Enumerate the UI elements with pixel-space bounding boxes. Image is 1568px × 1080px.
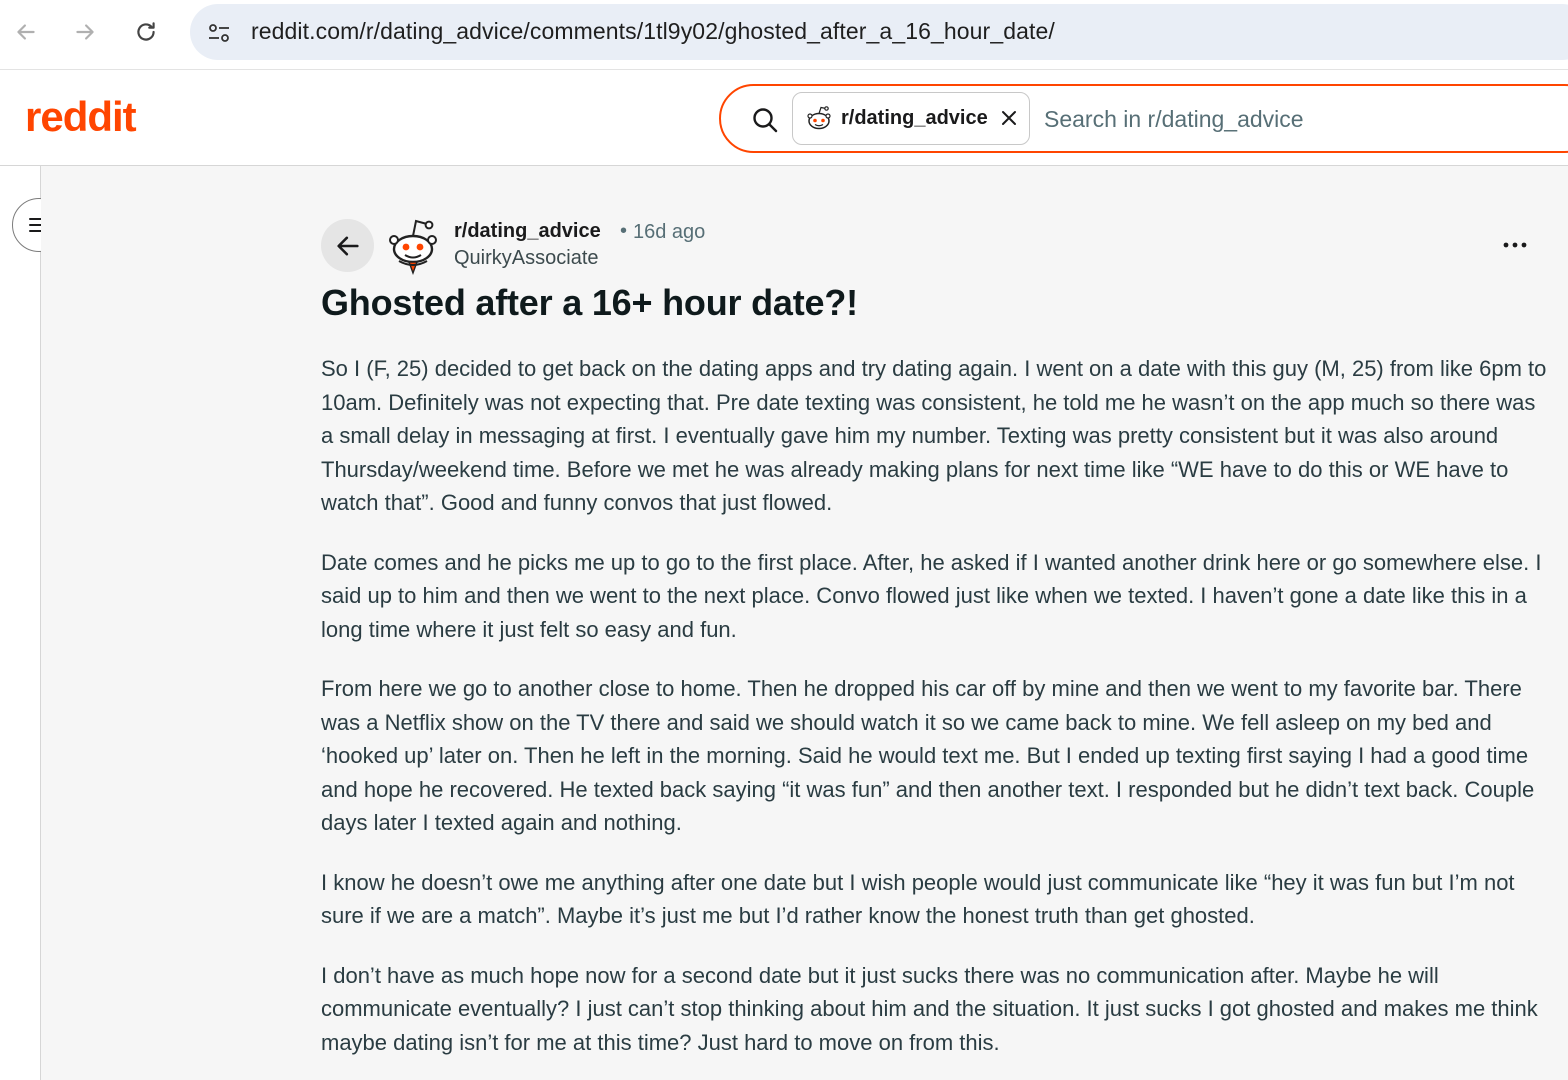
- browser-reload-button[interactable]: [126, 12, 166, 52]
- search-bar[interactable]: [719, 84, 1568, 153]
- browser-back-button[interactable]: [6, 12, 46, 52]
- snoo-avatar-icon[interactable]: [385, 215, 445, 275]
- meta-separator: •: [620, 220, 628, 242]
- close-icon[interactable]: [997, 106, 1021, 130]
- post-title: Ghosted after a 16+ hour date?!: [321, 282, 858, 323]
- post-paragraph: I don’t have as much hope now for a second date but it just sucks there was no communication after. Maybe he will communicate eventually? I just can’t stop thinking about him and the situation. It just sucks I got ghosted and makes me think maybe dating isn’t for me at this time? Just hard to move on from this.: [321, 962, 1538, 1055]
- browser-toolbar: [0, 0, 1568, 70]
- post-paragraph: So I (F, 25) decided to get back on the dating apps and try dating again. I went on a date with this guy (M, 25) from like 6pm to 10am. Definitely was not expecting that. Pre date texting was consistent, he told me he wasn’t on the app much so there was a small delay in messaging at first. I eventually gave him my number. Texting was pretty consistent but it was also around Thursday/weekend time. Before we met he was already making plans for next time like “WE have to do this or WE have to watch that”. Good and funny convos that just flowed.: [321, 356, 1547, 515]
- arrow-right-icon: [72, 19, 98, 45]
- author-link[interactable]: QuirkyAssociate: [454, 247, 599, 269]
- post-body: [321, 352, 1551, 1080]
- snoo-avatar-icon: [804, 104, 834, 134]
- back-button[interactable]: [321, 219, 374, 272]
- reddit-logo[interactable]: reddit: [25, 93, 136, 140]
- arrow-left-icon: [334, 232, 362, 260]
- site-header: [0, 71, 1568, 166]
- post-timestamp: 16d ago: [633, 221, 706, 243]
- arrow-left-icon: [13, 19, 39, 45]
- url-text[interactable]: reddit.com/r/dating_advice/comments/1tl9y02/ghosted_after_a_16_hour_date/: [251, 18, 1055, 44]
- subreddit-chip-label: r/dating_advice: [841, 107, 988, 129]
- reload-icon: [133, 19, 159, 45]
- tune-icon[interactable]: [204, 18, 234, 48]
- post-paragraph: From here we go to another close to home. Then he dropped his car off by mine and then we went to my favorite bar. There was a Netflix show on the TV there and said we should watch it so we came back to mine. We fell asleep on my bed and ‘hooked up’ later on. Then he left in the morning. Said he would text me. But I ended up texting first saying I had a good time and hope he recovered. He texted back saying “it was fun” and then another text. I responded but he didn’t text back. Couple days later I texted again and nothing.: [321, 676, 1535, 835]
- search-icon: [751, 106, 779, 134]
- subreddit-filter-chip[interactable]: [792, 92, 1030, 145]
- subreddit-link[interactable]: r/dating_advice: [454, 220, 601, 242]
- browser-forward-button[interactable]: [65, 12, 105, 52]
- search-input[interactable]: Search in r/dating_advice: [1044, 106, 1304, 132]
- post-paragraph: I know he doesn’t owe me anything after one date but I wish people would just communicate like “hey it was fun but I’m not sure if we are a match”. Maybe it’s just me but I’d rather know the honest truth than get ghosted.: [321, 869, 1515, 928]
- more-options-button[interactable]: [1497, 228, 1533, 262]
- address-bar[interactable]: [190, 4, 1568, 60]
- more-horizontal-icon: [1503, 241, 1527, 249]
- post-paragraph: Date comes and he picks me up to go to the first place. After, he asked if I wanted another drink here or go somewhere else. I said up to him and then we went to the next place. Convo flowed just like when we texted. I haven’t gone a date like this in a long time where it just felt so easy and fun.: [321, 549, 1542, 642]
